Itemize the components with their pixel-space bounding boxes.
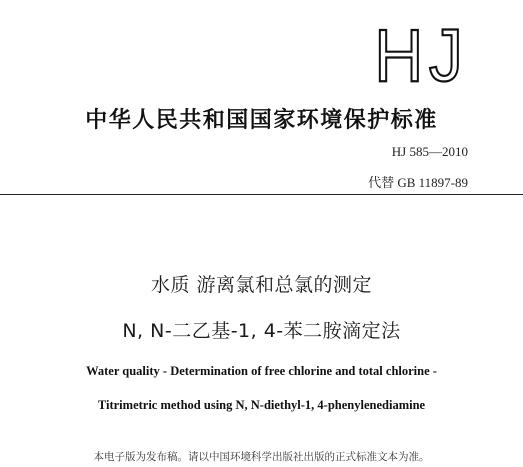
hj-logo xyxy=(366,14,468,97)
standard-issuer-title: 中华人民共和国国家环境保护标准 xyxy=(85,108,438,133)
electronic-version-notice: 本电子版为发布稿。请以中国环境科学出版社出版的正式标准文本为准。 xyxy=(93,451,430,463)
title-english-line-2: Titrimetric method using N, N-diethyl-1, 4-phenylenediamine xyxy=(97,398,426,412)
replaces-standard: 代替 GB 11897-89 xyxy=(368,175,468,190)
hj-logo-text: HJ xyxy=(373,14,468,97)
title-chinese-line-2: N, N-二乙基-1, 4-苯二胺滴定法 xyxy=(122,320,401,342)
title-english-line-1: Water quality - Determination of free chlorine and total chlorine - xyxy=(86,364,437,378)
title-chinese-line-1: 水质 游离氯和总氯的测定 xyxy=(150,274,373,296)
standard-number: HJ 585—2010 xyxy=(391,144,468,159)
header-divider xyxy=(0,194,523,195)
